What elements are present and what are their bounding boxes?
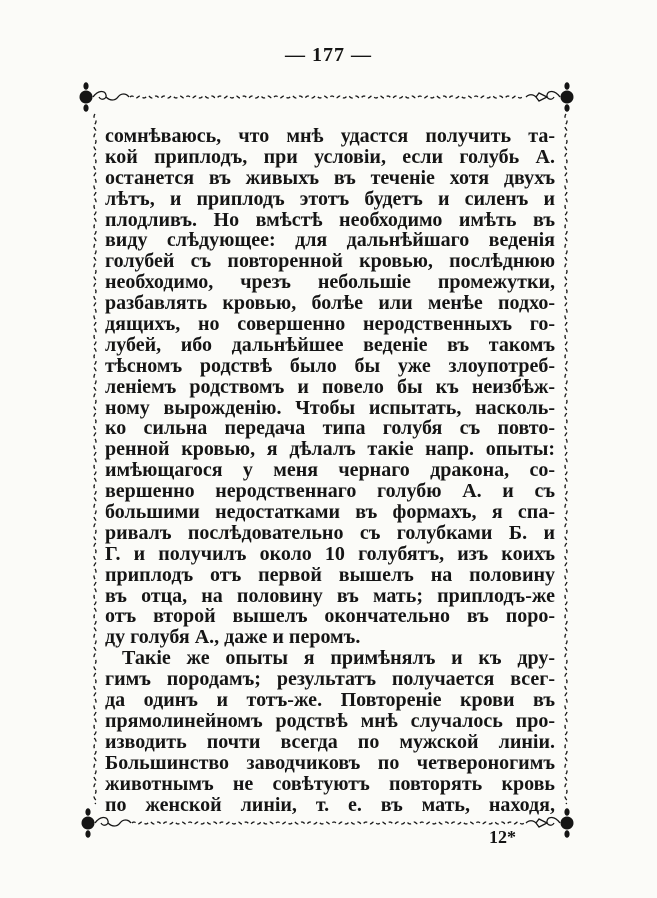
- text-line: приплодъ отъ первой вышелъ на половину: [105, 563, 555, 586]
- text-line: ривалъ послѣдовательно съ голубками Б. и: [105, 521, 555, 544]
- text-line: ду голубя А., даже и перомъ.: [105, 626, 361, 649]
- text-line: имѣющагося у меня чернаго дракона, со-: [105, 459, 555, 482]
- body-text: [105, 126, 555, 815]
- text-line: дящихъ, но совершенно неродственныхъ го-: [105, 313, 555, 336]
- text-line: Такіе же опыты я примѣнялъ и къ дру-: [122, 647, 555, 670]
- flourish-bottom-left: [95, 817, 131, 826]
- text-line: голубей съ повторенной кровью, послѣднюю: [105, 250, 555, 273]
- text-line: изводить почти всегда по мужской линіи.: [105, 730, 555, 753]
- text-line: по женской линіи, т. е. въ мать, находя,: [105, 793, 555, 816]
- text-line: плодливъ. Но вмѣстѣ необходимо имѣть въ: [105, 208, 555, 231]
- text-line: ному вырожденію. Чтобы испытать, насколь-: [105, 396, 555, 419]
- text-line: леніемъ родствомъ и повело бы къ неизбѣж-: [105, 375, 555, 398]
- text-line: Большинство заводчиковъ по четвероногимъ: [105, 751, 555, 774]
- corner-ornament-bottom-left: [82, 808, 95, 838]
- text-line: да одинъ и тотъ-же. Повтореніе крови въ: [105, 689, 555, 712]
- text-line: вершенно неродственнаго голубю А. и съ: [105, 480, 555, 503]
- flourish-top-right: [526, 91, 560, 101]
- text-line: ренной кровью, я дѣлалъ такіе напр. опыты:: [105, 438, 555, 461]
- border-top-line: [130, 96, 522, 98]
- text-line: лубей, ибо дальнѣйшее веденіе въ такомъ: [105, 333, 555, 356]
- text-line: лѣтъ, и приплодъ этотъ будетъ и силенъ и: [105, 187, 555, 210]
- text-line: гимъ породамъ; результатъ получается всег-: [105, 668, 555, 691]
- paragraph: [105, 126, 555, 648]
- flourish-bottom-right: [526, 817, 560, 827]
- corner-ornament-bottom-right: [561, 808, 574, 838]
- text-line: прямолинейномъ родствѣ мнѣ случалось про-: [105, 709, 555, 732]
- flourish-top-left: [93, 91, 129, 100]
- text-line: разбавлять кровью, болѣе или менѣе подхо-: [105, 292, 555, 315]
- text-line: въ отца, на половину въ мать; приплодъ-же: [105, 584, 555, 607]
- text-line: животнымъ не совѣтуютъ повторять кровь: [105, 772, 555, 795]
- signature-mark: 12*: [489, 827, 516, 847]
- text-line: отъ второй вышелъ окончательно въ поро-: [105, 605, 555, 628]
- text-line: Г. и получилъ около 10 голубятъ, изъ коихъ: [105, 542, 555, 565]
- text-line: виду слѣдующее: для дальнѣйшаго веденія: [105, 229, 555, 252]
- border-left-line: [94, 114, 96, 804]
- corner-ornament-top-left: [80, 82, 93, 112]
- text-line: большими недостатками въ формахъ, я спа-: [105, 501, 555, 524]
- page-number-header: — 177 —: [285, 44, 372, 66]
- text-line: ко сильна передача типа голубя съ повто-: [105, 417, 555, 440]
- border-bottom-line: [132, 822, 524, 824]
- text-line: сомнѣваюсь, что мнѣ удастся получить та-: [105, 125, 555, 147]
- text-line: останется въ живыхъ въ теченіе хотя двухъ: [105, 166, 555, 189]
- border-right-line: [565, 114, 567, 804]
- text-line: кой приплодъ, при условіи, если голубь А.: [105, 145, 555, 168]
- paragraph: [105, 648, 555, 815]
- text-line: необходимо, чрезъ небольшіе промежутки,: [105, 271, 555, 294]
- corner-ornament-top-right: [561, 82, 574, 112]
- text-line: тѣсномъ родствѣ было бы уже злоупотреб-: [105, 354, 555, 377]
